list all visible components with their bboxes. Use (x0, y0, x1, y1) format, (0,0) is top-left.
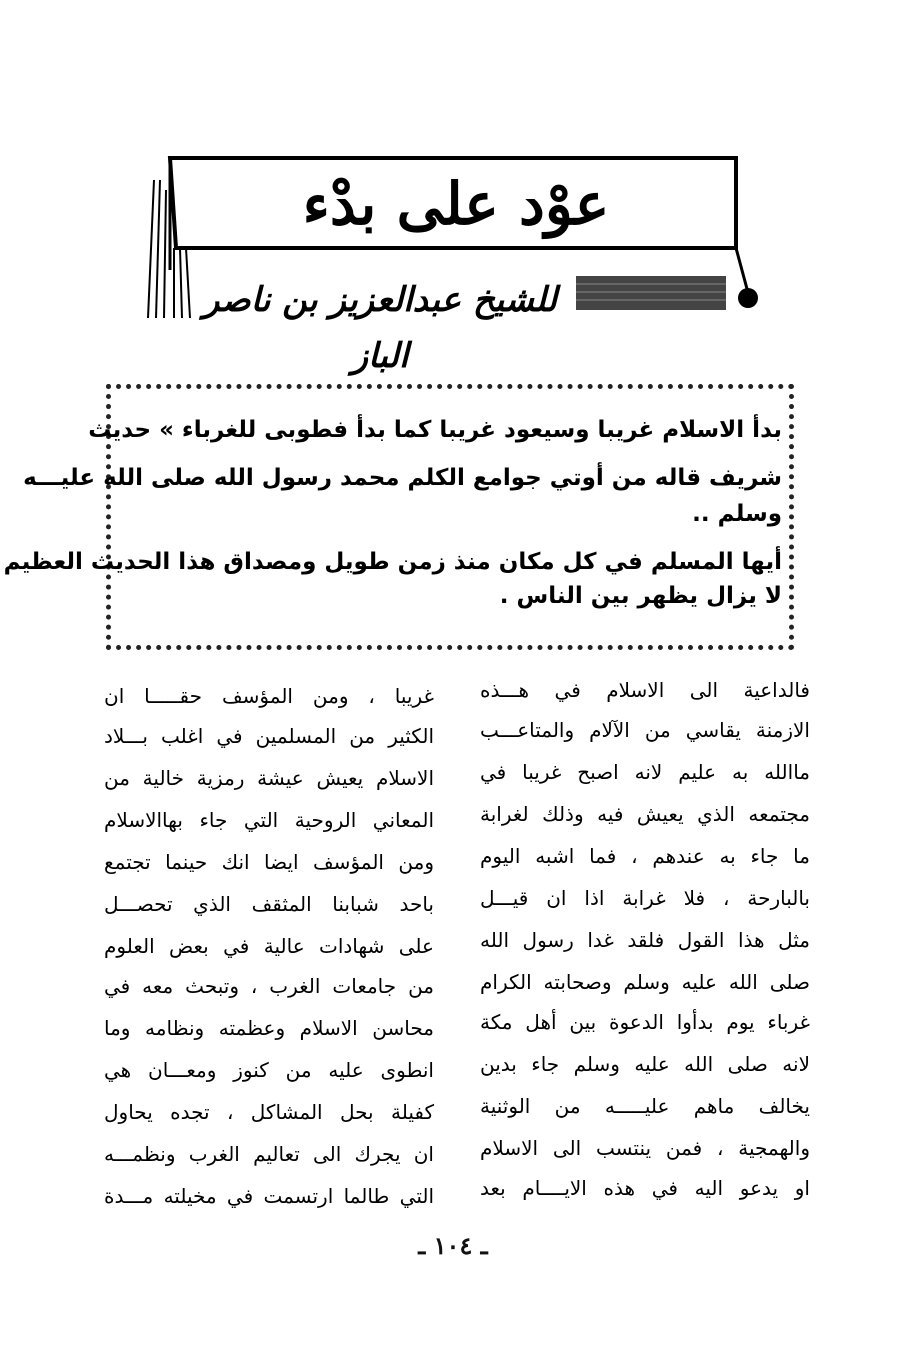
body-line: الاسلام يعيش عيشة رمزية خالية من (104, 766, 434, 790)
body-line: التي طالما ارتسمت في مخيلته مـــدة (104, 1184, 434, 1208)
body-line: الكثير من المسلمين في اغلب بـــلاد (104, 724, 434, 748)
article-title: عوْد على بدْء (302, 170, 610, 238)
intro-line: شريف قاله من أوتي جوامع الكلم محمد رسول الله صلى الله عليـــه (23, 465, 782, 491)
body-line: ان يجرك الى تعاليم الغرب ونظمـــه (104, 1142, 434, 1166)
body-line: الازمنة يقاسي من الآلام والمتاعـــب (480, 718, 810, 742)
body-line: مجتمعه الذي يعيش فيه وذلك لغرابة (480, 802, 810, 826)
body-line: ما جاء به عندهم ، فما اشبه اليوم (480, 844, 810, 868)
article-author: للشيخ عبدالعزيز بن ناصر الباز (202, 280, 558, 376)
body-line: باحد شبابنا المثقف الذي تحصـــل (104, 892, 434, 916)
body-line: والهمجية ، فمن ينتسب الى الاسلام (480, 1136, 810, 1160)
body-line: فالداعية الى الاسلام في هـــذه (480, 678, 810, 702)
intro-line: لا يزال يظهر بين الناس . (499, 583, 782, 609)
body-line: من جامعات الغرب ، وتبحث معه في (104, 974, 434, 998)
intro-line: وسلم .. (692, 501, 782, 527)
page-number: ـ ١٠٤ ـ (418, 1231, 488, 1260)
body-line: يخالف ماهم عليـــــه من الوثنية (480, 1094, 810, 1118)
body-line: بالبارحة ، فلا غرابة اذا ان قيـــل (480, 886, 810, 910)
body-line: ماالله به عليم لانه اصبح غريبا في (480, 760, 810, 784)
body-line: صلى الله عليه وسلم وصحابته الكرام (480, 970, 810, 994)
body-line: غريبا ، ومن المؤسف حقـــــا ان (104, 684, 434, 708)
body-line: مثل هذا القول فلقد غدا رسول الله (480, 928, 810, 952)
body-line: او يدعو اليه في هذه الايــــام بعد (480, 1176, 810, 1200)
intro-line: بدأ الاسلام غريبا وسيعود غريبا كما بدأ فطوبى للغرباء » حديث (88, 417, 782, 443)
body-line: محاسن الاسلام وعظمته ونظامه وما (104, 1016, 434, 1040)
body-line: غرباء يوم بدأوا الدعوة بين أهل مكة (480, 1010, 810, 1034)
body-line: لانه صلى الله عليه وسلم جاء بدين (480, 1052, 810, 1076)
body-line: على شهادات عالية في بعض العلوم (104, 934, 434, 958)
body-line: ومن المؤسف ايضا انك حينما تجتمع (104, 850, 434, 874)
body-line: كفيلة بحل المشاكل ، تجده يحاول (104, 1100, 434, 1124)
body-line: المعاني الروحية التي جاء بهاالاسلام (104, 808, 434, 832)
intro-line: أيها المسلم في كل مكان منذ زمن طويل ومصداق هذا الحديث العظيم (3, 549, 782, 575)
body-line: انطوى عليه من كنوز ومعـــان هي (104, 1058, 434, 1082)
